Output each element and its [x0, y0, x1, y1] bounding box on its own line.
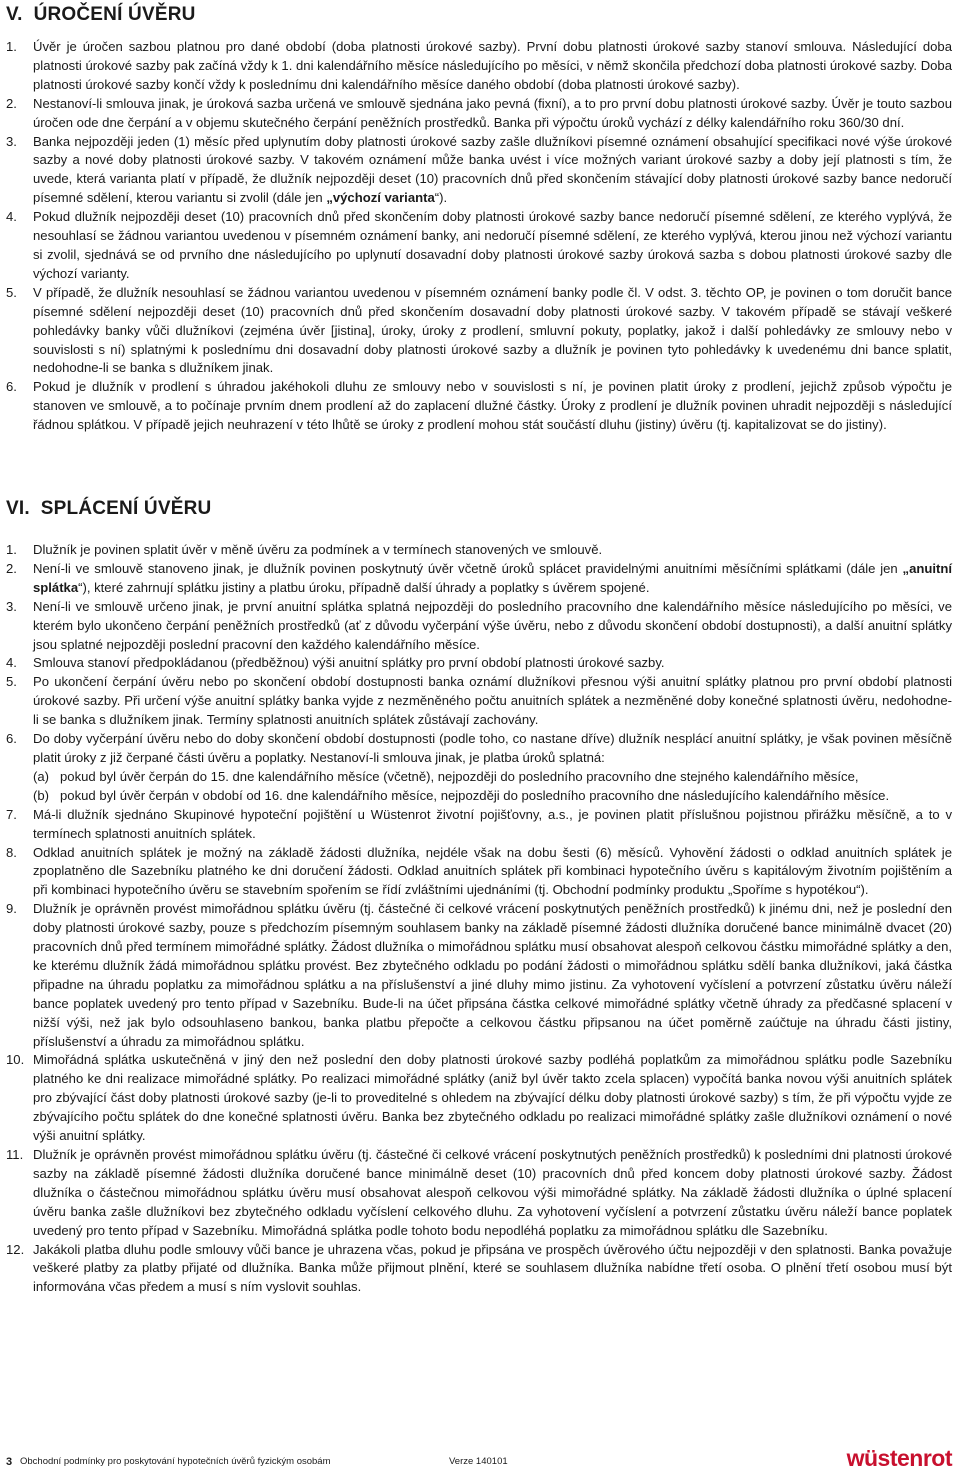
- subclause-b: [33, 787, 952, 806]
- page-number: 3: [6, 1456, 13, 1468]
- clause-number: 3.: [6, 133, 17, 149]
- section-repayment: [6, 541, 952, 1297]
- clause-text: Odklad anuitních splátek je možný na základě žádosti dlužníka, nejdéle však na dobu šesti (6) měsíců. Vyhovění žádosti o odklad anuitních splátek je zpoplatněno dle Sazebníku platného ke dni doručení žádosti. Odklad anuitních splátek při kombinaci hypotečního úvěru s kapitálovým životním pojištěním a při kombinaci hypotečního úvěru se stavebním spořením se řídí zvláštními ujednáními (tj. Obchodní podmínky produktu „Spoříme s hypotékou“).: [33, 844, 952, 898]
- clause-6-4: [6, 654, 952, 673]
- clause-5-4: [6, 208, 952, 284]
- clause-6-5: [6, 673, 952, 730]
- clause-6-10: [6, 1051, 952, 1146]
- clause-text: Úvěr je úročen sazbou platnou pro dané období (doba platnosti úrokové sazby). První dobu platnosti úrokové sazby stanoví smlouva. Následující doba platnosti úrokové sazby pak začíná vždy k 1. dni kalendářního měsíce následujícího po měsíci, v němž skončila předchozí doba platnosti úrokové sazby. Doba platnosti úrokové sazby končí vždy k poslednímu dni kalendářního měsíce daného období (doba platnosti úrokové sazby).: [33, 39, 952, 92]
- wustenrot-logo: wüstenrot: [846, 1445, 952, 1471]
- clause-number: 2.: [6, 560, 17, 576]
- clause-number: 9.: [6, 901, 17, 917]
- clause-number: 1.: [6, 542, 17, 557]
- clause-text: Není-li ve smlouvě určeno jinak, je první anuitní splátka splatná nejpozději do posledního pracovního dne kalendářního měsíce následujícího po měsíci, ve kterém bylo ukončeno čerpání peněžních prostředků (ať z důvodu vyčerpání výše úvěru, nebo z důvodu skončení období dostupnosti), a další anuitní splátky jsou splatné nejpozději poslední pracovní den každého kalendářního měsíce.: [33, 598, 952, 652]
- clause-text: Dlužník je oprávněn provést mimořádnou splátku úvěru (tj. částečné či celkové vrácení poskytnutých peněžních prostředků) k posledními dni platnosti úrokové sazby na základě písemné žádosti dlužníka doručené bance minimálně deset (10) pracovních dnů před koncem doby platnosti úrokové sazby. Žádost dlužníka o částečnou mimořádnou splátku úvěru musí obsahovat alespoň celkovou výši mimořádné splátky. Na základě žádosti dlužníka o úplné splacení úvěru banka zašle dlužníkovi bez zbytečného odkladu vyčíslení celkového dluhu. Za vyhotovení vyčíslení a potvrzení zůstatku úvěru náleží bance poplatek uvedený pro tento případ v Sazebníku. Mimořádná splátka podle tohoto bodu nepodléhá poplatku za mimořádnou splátku dle Sazebníku.: [33, 1147, 952, 1238]
- clause-text: Pokud je dlužník v prodlení s úhradou jakéhokoli dluhu ze smlouvy nebo v souvislosti s ní, je povinen platit úroky z prodlení, jejichž způsob výpočtu je stanoven ve smlouvě, a to počínaje prvním dnem prodlení až do zaplacení dlužné částky. Úroky z prodlení je dlužník povinen uhradit nejpozději s následující řádnou splátkou. V případě jejich neuhrazení v této lhůtě se úroky z prodlení mohou stát součástí dluhu (jistiny) úvěru (tj. kapitalizovat se do jistiny).: [33, 379, 952, 433]
- clause-6-3: [6, 598, 952, 655]
- clause-text: Po ukončení čerpání úvěru nebo po skončení období dostupnosti banka oznámí dlužníkovi přesnou výši anuitní splátky platnou pro první období platnosti úrokové sazby. Při určení výše anuitní splátky banka vyjde z nezměněného počtu anuitních splátek a nezměněné doby konečné splatnosti úvěru, nedohodne-li se banka s dlužníkem jinak. Termíny splatnosti anuitních splátek zůstávají zachovány.: [33, 674, 952, 728]
- defined-term: „anuitní splátka: [33, 560, 952, 595]
- subclause-text: pokud byl úvěr čerpán v období od 16. dne kalendářního měsíce, nejpozději do posledního pracovního dne následujícího kalendářního měsíce.: [60, 787, 890, 803]
- clause-number: 6.: [6, 379, 17, 395]
- clause-number: 8.: [6, 844, 17, 860]
- clause-number: 11.: [6, 1147, 24, 1162]
- clause-5-2: [6, 95, 952, 133]
- clause-number: 5.: [6, 284, 17, 300]
- clause-text: Mimořádná splátka uskutečněná v jiný den než poslední den doby platnosti úrokové sazby podléhá poplatkům za mimořádnou splátku podle Sazebníku platného ke dni realizace mimořádné splátky. Po realizaci mimořádné splátky (aniž byl úvěr takto zcela splacen) vypočítá banka novou výši anuitních splátek pro zbývající část doby platnosti úrokové sazby (je-li to proveditelné s ohledem na zbývající délku doby platnosti úrokové sazby) s tím, že při výpočtu vyjde ze zbývajícího počtu splátek do dne konečné splatnosti úvěru. Banka bez zbytečného odkladu po realizaci mimořádné splátky zašle dlužníkovi oznámení o nové výši anuitní splátky.: [33, 1052, 952, 1144]
- clause-number: 7.: [6, 806, 17, 822]
- clause-5-5: [6, 284, 952, 379]
- section-interest: [6, 38, 952, 435]
- subclause-label: (b): [33, 787, 50, 803]
- clause-text: Do doby vyčerpání úvěru nebo do doby skončení období dostupnosti (podle toho, co nastane dříve) dlužník nesplácí anuitní splátky, je však povinen měsíčně platit úroky z již čerpané části úvěru a poplatky. Nestanoví-li smlouva jinak, je platba úroků splatná:: [33, 731, 952, 765]
- clause-number: 10.: [6, 1052, 25, 1068]
- document-version: Verze 140101: [449, 1456, 508, 1467]
- clause-text: Dlužník je oprávněn provést mimořádnou splátku úvěru (tj. částečné či celkové vrácení poskytnutých peněžních prostředků) k jinému dni, než je poslední den doby platnosti úrokové sazby, pouze s předchozím písemným souhlasem banky na základě písemné žádosti dlužníka doručené bance minimálně dvacet (20) pracovních dnů před termínem mimořádné splátky. Žádost dlužníka o mimořádnou splátku musí obsahovat alespoň celkovou částku mimořádné splátky a den, ke kterému dlužník žádá mimořádnou splátku provést. Bez zbytečného odkladu po podání žádosti o mimořádnou splátku sdělí banka dlužníkovi, jaká částka připadne na úhradu poplatku za mimořádnou splátku a na příslušenství a jiné dluhy mimo jistinu. Za vyhotovení vyčíslení a potvrzení zůstatku úvěru náleží bance poplatek uvedený pro tento případ v Sazebníku. Bude-li na účet připsána částka celkové mimořádné splátky včetně úhrady za předčasné splacení v nižší výši, než jak bylo odsouhlaseno bankou, banka platbu přepočte a celkovou částku připsanou na účet poměrně zaúčtuje na úhradu části jistiny, příslušenství a úhradu za mimořádnou splátku.: [33, 901, 952, 1049]
- clause-text: V případě, že dlužník nesouhlasí se žádnou variantou uvedenou v písemném oznámení banky podle čl. V odst. 3. těchto OP, je povinen o tom doručit bance písemné sdělení nejpozději deset (10) pracovních dnů před skončením dosavadní doby platnosti úrokové sazby. V takovém případě se stávají veškeré pohledávky banky vůči dlužníkovi (zejména úvěr [jistina], úroky, úroky z prodlení, smluvní pokuty, poplatky, jakož i další pohledávky ze smlouvy nebo v souvislosti s ní) splatnými k poslednímu dni dosavadní doby platnosti úrokové sazby a dlužník je povinen tyto pohledávky k uvedenému dni bance splatit, nedohodne-li se banka s dlužníkem jinak.: [33, 284, 952, 376]
- clause-number: 4.: [6, 655, 17, 671]
- clause-6-7: [6, 806, 952, 844]
- clause-5-3: [6, 133, 952, 209]
- defined-term: „výchozí varianta: [326, 190, 435, 206]
- section-heading-interest: V. ÚROČENÍ ÚVĚRU: [6, 4, 196, 25]
- clause-6-1: [6, 541, 952, 560]
- clause-6-2: [6, 560, 952, 598]
- clause-6-11: [6, 1146, 952, 1241]
- clause-5-6: [6, 378, 952, 435]
- clause-5-1: [6, 38, 952, 95]
- clause-number: 12.: [6, 1241, 25, 1257]
- clause-number: 4.: [6, 209, 17, 225]
- clause-6-9: [6, 900, 952, 1051]
- section-heading-repayment: VI. SPLÁCENÍ ÚVĚRU: [6, 498, 212, 519]
- repayment-clauses: [6, 541, 952, 1297]
- subclause-text: pokud byl úvěr čerpán do 15. dne kalendářního měsíce (včetně), nejpozději do posledního pracovního dne stejného kalendářního měsíce,: [60, 768, 859, 784]
- clause-number: 2.: [6, 95, 17, 111]
- clause-text: Dlužník je povinen splatit úvěr v měně úvěru za podmínek a v termínech stanovených ve smlouvě.: [33, 542, 603, 557]
- clause-6-12: [6, 1241, 952, 1298]
- subclause-label: (a): [33, 768, 50, 784]
- subclause-a: [33, 768, 952, 787]
- clause-text: Má-li dlužník sjednáno Skupinové hypoteční pojištění u Wüstenrot životní pojišťovny, a.s., je povinen platit příslušnou pojistnou přirážku měsíčně, a to v termínech splatnosti anuitních splátek.: [33, 806, 952, 841]
- clause-text: Jakákoli platba dluhu podle smlouvy vůči bance je uhrazena včas, pokud je připsána ve prospěch úvěrového účtu nejpozději v den splatnosti. Banka považuje veškeré platby za platby přijaté od dlužníka. Banka může přijmout plnění, které se souhlasem dlužníka nabídne třetí osoba. O plnění třetí osobou musí být informována včas předem a musí s ním vyslovit souhlas.: [33, 1241, 952, 1295]
- clause-6-8: [6, 844, 952, 901]
- clause-number: 5.: [6, 674, 17, 690]
- clause-text-end: “), které zahrnují splátku jistiny a platbu úroku, případně další úhrady a poplatky s úvěrem spojené.: [78, 579, 650, 595]
- clause-6-6: [6, 730, 952, 806]
- clause-number: 6.: [6, 731, 17, 747]
- clause-text: Smlouva stanoví předpokládanou (předběžnou) výši anuitní splátky pro první období platnosti úrokové sazby.: [33, 655, 665, 671]
- interest-clauses: [6, 38, 952, 435]
- clause-text: Nestanoví-li smlouva jinak, je úroková sazba určená ve smlouvě sjednána jako pevná (fixní), a to pro první dobu platnosti úrokové sazby. Úvěr je touto sazbou úročen ode dne čerpání a v objemu skutečného čerpání peněžních prostředků. Banka při výpočtu úroků vychází z délky kalendářního roku 360/30 dní.: [33, 95, 952, 130]
- clause-text: Banka nejpozději jeden (1) měsíc před uplynutím doby platnosti úrokové sazby zašle dlužníkovi písemné oznámení obsahující specifikaci nové výše úrokové sazby a nové doby platnosti úrokové sazby. V takovém oznámení může banka uvést i více možných variant úrokové sazby a doby její platnosti s tím, že uvede, která varianta platí v případě, že dlužník nejpozději deset (10) pracovních dnů před skončením stávající doby platnosti úrokové sazby bance nedoručí písemné sdělení, kterou variantu si zvolil (dále jen: [33, 133, 952, 206]
- clause-text: Pokud dlužník nejpozději deset (10) pracovních dnů před skončením doby platnosti úrokové sazby bance nedoručí písemné sdělení, ze kterého vyplývá, že nesouhlasí se žádnou variantou uvedenou v písemném oznámení banky, ani nedoručí písemné sdělení, ze kterého vyplývá, kterou jinou než výchozí variantu si zvolil, sjednává se od prvního dne následujícího po uplynutí dosavadní doby platnosti úrokové sazby úroková sazba s dobou platnosti úrokové sazby dle výchozí varianty.: [33, 209, 952, 281]
- clause-number: 1.: [6, 39, 17, 54]
- page-footer: [6, 1440, 954, 1471]
- clause-text: Není-li ve smlouvě stanoveno jinak, je dlužník povinen poskytnutý úvěr včetně úroků splácet pravidelnými anuitními měsíčními splátkami (dále jen: [33, 560, 903, 576]
- clause-text-end: “).: [434, 190, 448, 206]
- document-title: Obchodní podmínky pro poskytování hypotečních úvěrů fyzickým osobám: [20, 1456, 331, 1467]
- clause-number: 3.: [6, 598, 17, 614]
